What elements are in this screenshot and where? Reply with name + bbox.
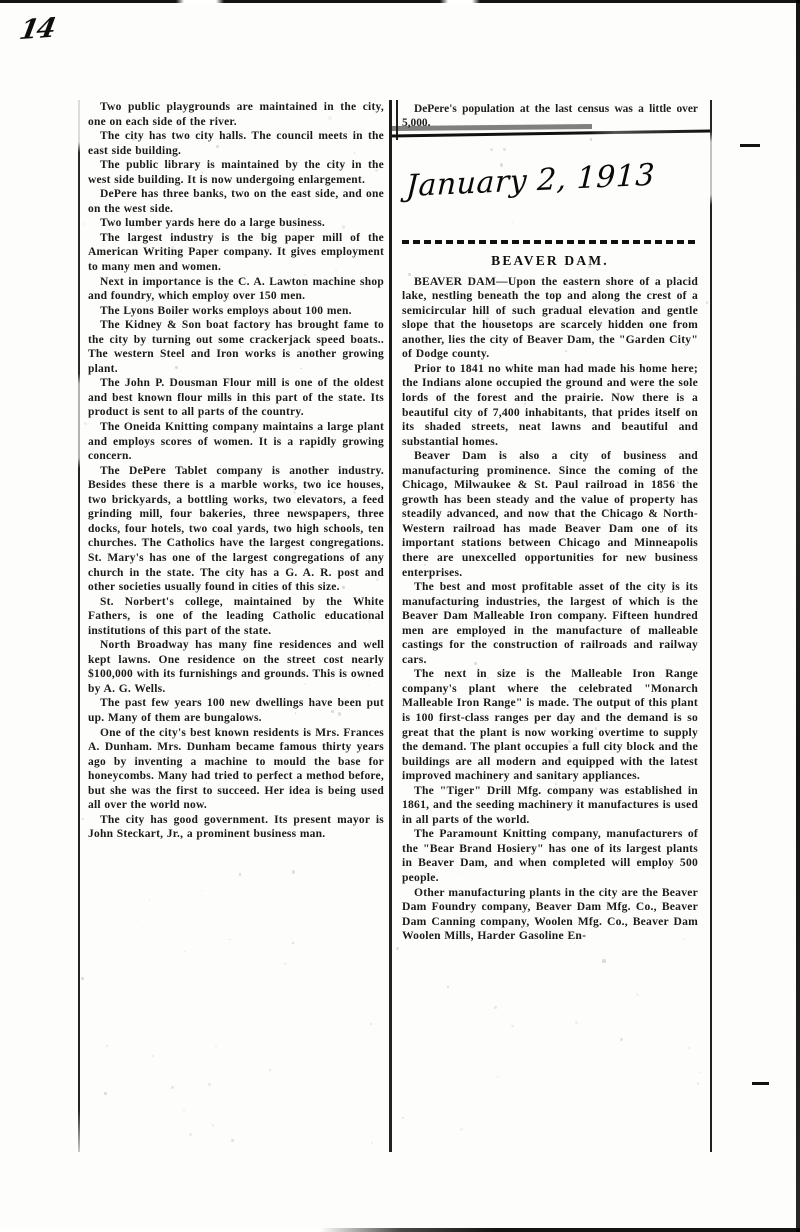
paragraph: BEAVER DAM—Upon the eastern shore of a placid lake, nestling beneath the top and along the crest of a semicircular hill of such gradual elevation and gentle slope that the housetops are scarcely hidden one from another, lies the city of Beaver Dam, the "Garden City" of Dodge county. xyxy=(402,274,698,361)
paragraph: North Broadway has many fine residences and well kept lawns. One residence on the street cost nearly $100,000 with its furnishings and grounds. This is owned by A. G. Wells. xyxy=(88,639,384,695)
scan-speckle xyxy=(426,353,429,356)
scan-speckle xyxy=(588,265,591,268)
scan-speckle xyxy=(460,1128,463,1131)
scan-speckle xyxy=(602,959,605,962)
scan-speckle xyxy=(215,1046,217,1048)
scan-speckle xyxy=(379,639,381,641)
margin-tick-mark-upper xyxy=(740,144,760,147)
scan-speckle xyxy=(142,926,143,927)
paragraph: The city has good government. Its present mayor is John Steckart, Jr., a prominent business man. xyxy=(88,813,384,841)
scan-speckle xyxy=(376,578,379,581)
scan-speckle xyxy=(151,1055,154,1058)
scan-speckle xyxy=(132,138,135,141)
margin-tick-mark-lower xyxy=(752,1082,769,1085)
scan-edge-top xyxy=(0,0,800,3)
scan-speckle xyxy=(269,1069,271,1071)
scan-speckle xyxy=(293,491,296,494)
scan-speckle xyxy=(81,977,84,980)
scan-speckle xyxy=(231,1139,234,1142)
right-text-column xyxy=(402,100,698,944)
scan-speckle xyxy=(620,1038,623,1041)
scan-speckle xyxy=(255,1023,257,1025)
scan-edge-bottom xyxy=(0,1228,800,1232)
scan-speckle xyxy=(690,496,692,498)
paragraph: The best and most profitable asset of the city is its manufacturing industries, the largest of which is the Beaver Dam Malleable Iron company. Fifteen hundred men are employed in the manufacture of malleable castings for the construction of railroads and railway cars. xyxy=(402,580,698,666)
paragraph: DePere has three banks, two on the east side, and one on the west side. xyxy=(88,188,384,215)
scan-speckle xyxy=(295,584,297,586)
scan-speckle xyxy=(82,223,84,225)
paragraph: St. Norbert's college, maintained by the White Fathers, is one of the leading Catholic educational institutions of this part of the state. xyxy=(88,595,384,637)
scan-speckle xyxy=(651,383,654,386)
scan-speckle xyxy=(555,783,557,785)
scan-speckle xyxy=(524,403,526,405)
scan-speckle xyxy=(342,586,344,588)
scan-speckle xyxy=(526,678,529,681)
paragraph: Other manufacturing plants in the city are the Beaver Dam Foundry company, Beaver Dam Mfg. Co., Beaver Dam Canning company, Woolen Mfg. Co., Beaver Dam Woolen Mills, Harder Gasoline En- xyxy=(402,885,698,943)
scan-speckle xyxy=(546,623,548,625)
scan-speckle xyxy=(104,1092,107,1095)
scan-speckle xyxy=(497,1076,499,1078)
scan-speckle xyxy=(171,1086,174,1089)
scan-speckle xyxy=(500,163,503,166)
scan-speckle xyxy=(302,495,304,497)
clipping-edge-right xyxy=(710,100,712,1152)
scan-speckle xyxy=(278,484,279,485)
paragraph: The largest industry is the big paper mill of the American Writing Paper company. It gives employment to many men and women. xyxy=(88,231,384,274)
scan-speckle xyxy=(189,1133,192,1136)
scan-speckle xyxy=(451,579,452,580)
scan-speckle xyxy=(295,537,296,538)
paragraph: The John P. Dousman Flour mill is one of the oldest and best known flour mills in this part of the state. Its product is sent to all parts of the country. xyxy=(88,377,384,419)
scan-speckle xyxy=(304,683,306,685)
clipping-edge-left xyxy=(78,100,80,1152)
scan-speckle xyxy=(175,366,178,369)
scan-speckle xyxy=(601,791,602,792)
scan-speckle xyxy=(201,890,203,892)
scan-speckle xyxy=(368,620,371,623)
paragraph: The city has two city halls. The council meets in the east side building. xyxy=(88,130,384,157)
scan-speckle xyxy=(212,1124,214,1126)
scan-speckle xyxy=(201,172,202,173)
newspaper-clipping xyxy=(78,100,712,1152)
scan-speckle xyxy=(460,380,462,382)
scan-speckle xyxy=(240,346,241,347)
scan-speckle xyxy=(683,938,685,940)
scan-speckle xyxy=(106,1045,108,1047)
scan-speckle xyxy=(292,870,295,873)
scan-speckle xyxy=(677,481,679,483)
scan-edge-right xyxy=(796,0,800,1232)
paragraph: Next in importance is the C. A. Lawton machine shop and foundry, which employ over 150 men. xyxy=(88,275,384,303)
paragraph: Two public playgrounds are maintained in the city, one on each side of the river. xyxy=(88,101,384,128)
paragraph: Beaver Dam is also a city of business and manufacturing prominence. Since the coming of the Chicago, Milwaukee & St. Paul railroad in 1856 the growth has been steady and the value of property has steadily advanced, and now that the Chicago & North-Western railroad has made Beaver Dam one of its important stations between Chicago and Minneapolis there are unexcelled opportunities for new business enterprises. xyxy=(402,449,698,579)
scan-speckle xyxy=(328,116,331,119)
scan-speckle xyxy=(342,225,345,228)
paragraph: The "Tiger" Drill Mfg. company was established in 1861, and the seeding machinery it manufactures is used in all parts of the world. xyxy=(402,783,698,826)
paragraph: The Paramount Knitting company, manufacturers of the "Bear Brand Hosiery" has one of its largest plants in Beaver Dam, and when completed will employ 500 people. xyxy=(402,827,698,885)
scan-speckle xyxy=(688,1047,690,1049)
scan-speckle xyxy=(338,712,341,715)
scan-speckle xyxy=(447,986,449,988)
article-headline: BEAVER DAM. xyxy=(491,252,609,268)
scan-speckle xyxy=(487,677,489,679)
scan-speckle xyxy=(461,872,462,873)
paragraph: The public library is maintained by the city in the west side building. It is now undergoing enlargement. xyxy=(88,159,384,186)
scan-speckle xyxy=(370,1023,373,1026)
scan-speckle xyxy=(222,408,224,410)
scan-speckle xyxy=(524,283,526,285)
scan-speckle xyxy=(171,518,174,521)
scan-speckle xyxy=(609,736,610,737)
scan-speckle xyxy=(626,698,628,700)
scan-speckle xyxy=(284,962,287,965)
scan-speckle xyxy=(675,272,676,273)
scan-speckle xyxy=(283,523,285,525)
scan-speckle xyxy=(205,195,207,197)
scan-speckle xyxy=(429,318,432,321)
scan-speckle xyxy=(149,899,150,900)
paragraph: The DePere Tablet company is another industry. Besides these there is a marble works, two ice houses, two brickyards, a bottling works, two elevators, a feed grinding mill, four bakeries, three newspapers, three docks, four hotels, two coal yards, two high schools, ten churches. The Catholics have the largest congregations. St. Mary's has one of the largest congregations of any church in the state. The city has a G. A. R. post and other societies usually found in cities of this size. xyxy=(88,464,384,594)
scan-speckle xyxy=(694,636,696,638)
scan-speckle xyxy=(575,1021,578,1024)
scan-speckle xyxy=(371,1142,373,1144)
scan-speckle xyxy=(520,897,522,899)
scan-speckle xyxy=(506,473,507,474)
scan-speckle xyxy=(292,942,294,944)
scan-speckle xyxy=(239,873,241,875)
scan-speckle xyxy=(565,350,567,352)
scan-speckle xyxy=(590,138,592,140)
census-stub-paragraph: DePere's population at the last census was a little over 5,000. xyxy=(402,103,698,130)
paragraph: Two lumber yards here do a large business. xyxy=(100,217,326,230)
scan-speckle xyxy=(677,528,679,530)
paragraph: The past few years 100 new dwellings have been put up. Many of them are bungalows. xyxy=(88,697,384,724)
paragraph: The next in size is the Malleable Iron Range company's plant where the celebrated "Monarch Malleable Iron Range" is made. The output of this plant is 100 first-class ranges per day and the demand is so great that the plant is now working overtime to supply the demand. The plant occupies a full city block and the buildings are all modern and equipped with the latest improved machinery and sanitary appliances. xyxy=(402,667,698,783)
scan-speckle xyxy=(396,947,399,950)
scan-speckle xyxy=(660,676,662,678)
scan-speckle xyxy=(490,148,493,151)
scan-speckle xyxy=(148,343,149,344)
scan-speckle xyxy=(429,497,431,499)
scan-speckle xyxy=(229,939,230,940)
scan-speckle xyxy=(413,935,415,937)
scan-speckle xyxy=(82,818,84,820)
paragraph: One of the city's best known residents is Mrs. Frances A. Dunham. Mrs. Dunham became famous thirty years ago by inventing a machine to mould the base for honeycombs. Many had tried to perfect a method before, but she was the first to succeed. Her idea is being used all over the world now. xyxy=(88,726,384,812)
scan-speckle xyxy=(335,270,336,271)
handwritten-date: January 2, 1913 xyxy=(405,157,656,204)
scan-speckle xyxy=(240,701,242,703)
scan-speckle xyxy=(697,1082,699,1084)
paragraph: The Lyons Boiler works employs about 100 men. xyxy=(100,304,352,317)
scan-speckle xyxy=(208,1083,211,1086)
scan-speckle xyxy=(153,788,155,790)
scan-speckle xyxy=(184,951,186,953)
scan-speckle xyxy=(215,316,217,318)
scan-speckle xyxy=(475,786,478,789)
handwritten-page-number: 14 xyxy=(16,12,57,47)
scan-speckle xyxy=(136,315,138,317)
scan-speckle xyxy=(636,993,639,996)
scan-speckle xyxy=(84,422,87,425)
scan-speckle xyxy=(511,1025,513,1027)
scan-speckle xyxy=(268,654,269,655)
dashed-divider xyxy=(402,240,698,244)
scan-speckle xyxy=(331,710,334,713)
scan-speckle xyxy=(494,1006,497,1009)
scan-speckle xyxy=(706,301,708,303)
paragraph: The Kidney & Son boat factory has brought fame to the city by turning out some crackerjack speed boats.. The western Steel and Iron works is another growing plant. xyxy=(88,319,384,375)
left-text-column xyxy=(88,100,384,842)
scan-speckle xyxy=(402,1117,404,1119)
paragraph: The Oneida Knitting company maintains a large plant and employs scores of women. It is a rapidly growing concern. xyxy=(88,421,384,463)
paragraph: Prior to 1841 no white man had made his home here; the Indians alone occupied the ground and were the sole lords of the forest and the prairie. Now there is a beautiful city of 7,400 inhabitants, that prides itself on its shaded streets, neat lawns and beautiful and substantial homes. xyxy=(402,361,698,448)
scan-speckle xyxy=(700,1072,701,1073)
clipping-edge-middle xyxy=(389,100,392,1152)
scan-speckle xyxy=(157,635,159,637)
scan-speckle xyxy=(183,1109,184,1110)
